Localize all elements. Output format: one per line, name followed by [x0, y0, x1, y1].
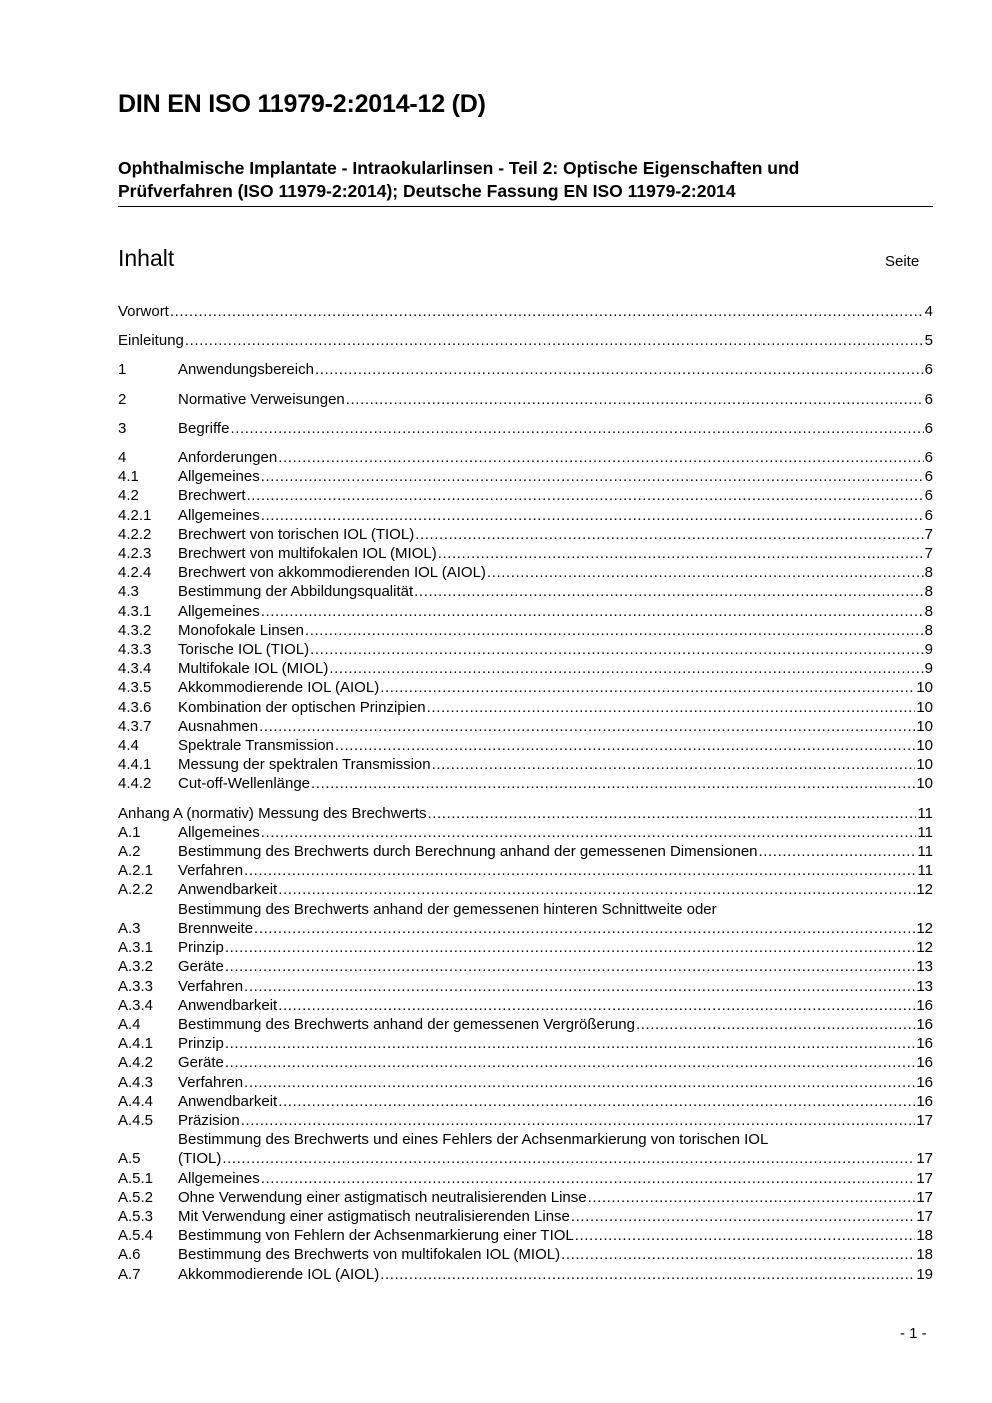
dot-leader: [636, 1015, 915, 1034]
toc-entry-number: A.5.4: [118, 1227, 154, 1245]
toc-entry-page: 6: [924, 449, 933, 467]
dot-leader: [414, 582, 924, 601]
dot-leader: [244, 977, 915, 996]
dot-leader: [278, 996, 915, 1015]
toc-entry[interactable]: [118, 804, 933, 823]
table-of-contents: [118, 302, 933, 1284]
toc-entry-title: Bestimmung des Brechwerts anhand der gemessenen Vergrößerung: [178, 1015, 635, 1033]
toc-entry-page: 6: [924, 487, 933, 505]
toc-entry-page: 11: [917, 804, 933, 822]
toc-entry-number: 4.3.4: [118, 660, 152, 678]
toc-entry-page: 8: [924, 602, 933, 620]
toc-entry-page: 7: [924, 525, 933, 543]
toc-entry-number: A.4.5: [118, 1111, 154, 1129]
toc-heading: Inhalt: [118, 245, 175, 271]
toc-entry-number: A.3: [118, 919, 141, 937]
toc-entry-page: 6: [924, 361, 933, 379]
toc-entry-title: Cut-off-Wellenlänge: [178, 775, 311, 793]
toc-entry-title: Torische IOL (TIOL): [178, 641, 310, 659]
toc-entry[interactable]: [118, 302, 933, 321]
toc-entry-page: 10: [916, 756, 933, 774]
toc-entry-title: Bestimmung des Brechwerts anhand der gemessenen hinteren Schnittweite oder: [178, 900, 717, 918]
toc-entry-number: 4.3.3: [118, 641, 152, 659]
toc-entry-title: Kombination der optischen Prinzipien: [178, 698, 426, 716]
toc-entry-page: 19: [916, 1265, 933, 1283]
toc-entry[interactable]: [118, 938, 933, 957]
toc-entry-page: 17: [916, 1111, 933, 1129]
toc-entry-page: 12: [916, 939, 933, 957]
toc-entry-title: Allgemeines: [178, 506, 260, 524]
toc-entry-page: 12: [916, 919, 933, 937]
toc-entry-title-continued: (TIOL): [178, 1150, 222, 1168]
toc-entry[interactable]: [118, 582, 933, 601]
dot-leader: [315, 360, 924, 379]
toc-entry-page: 17: [916, 1150, 933, 1168]
toc-entry-number: A.3.3: [118, 977, 154, 995]
toc-entry-number: A.5: [118, 1150, 141, 1168]
toc-entry-title: Allgemeines: [178, 1169, 260, 1187]
dot-leader: [380, 1265, 915, 1284]
toc-entry[interactable]: [118, 1092, 933, 1111]
toc-entry-page: 9: [924, 641, 933, 659]
dot-leader: [305, 621, 924, 640]
toc-entry-number: A.3.4: [118, 996, 154, 1014]
toc-entry-number: A.5.1: [118, 1169, 154, 1187]
toc-entry-number: A.6: [118, 1246, 141, 1264]
toc-entry-title: Bestimmung von Fehlern der Achsenmarkierung einer TIOL: [178, 1227, 574, 1245]
toc-entry-title: Geräte: [178, 1054, 224, 1072]
toc-entry-number: A.3.1: [118, 939, 154, 957]
dot-leader: [222, 1149, 915, 1168]
toc-entry-number: 4.3.2: [118, 621, 152, 639]
dot-leader: [241, 1111, 916, 1130]
toc-entry-number: A.4.1: [118, 1035, 154, 1053]
toc-entry-number: A.3.2: [118, 958, 154, 976]
toc-entry[interactable]: [118, 467, 933, 486]
toc-entry[interactable]: [118, 563, 933, 582]
toc-entry[interactable]: [118, 1226, 933, 1245]
toc-entry-number: 4.2.4: [118, 564, 152, 582]
toc-entry-title: Spektrale Transmission: [178, 737, 334, 755]
toc-entry-number: 4.3.7: [118, 717, 152, 735]
toc-entry-number: 4.3.1: [118, 602, 152, 620]
toc-entry-title: Ausnahmen: [178, 717, 259, 735]
toc-entry[interactable]: [118, 640, 933, 659]
toc-entry-page: 17: [916, 1169, 933, 1187]
dot-leader: [432, 755, 916, 774]
toc-entry-number: A.5.2: [118, 1188, 154, 1206]
toc-entry[interactable]: [118, 678, 933, 697]
toc-entry[interactable]: [118, 755, 933, 774]
toc-entry-page: 16: [916, 1054, 933, 1072]
toc-entry[interactable]: [118, 957, 933, 976]
toc-entry[interactable]: [118, 1053, 933, 1072]
toc-entry-title: Anwendungsbereich: [178, 361, 314, 379]
toc-entry[interactable]: [118, 1073, 933, 1092]
toc-entry-number: 4.2.3: [118, 545, 152, 563]
toc-entry-title: Präzision: [178, 1111, 240, 1129]
toc-entry-page: 18: [916, 1227, 933, 1245]
toc-entry-title: Anforderungen: [178, 449, 278, 467]
toc-entry-title: Verfahren: [178, 1073, 244, 1091]
toc-entry-number: 4.2: [118, 487, 139, 505]
toc-entry-number: 4.2.2: [118, 525, 152, 543]
dot-leader: [230, 419, 923, 438]
toc-entry-title: Brechwert von torischen IOL (TIOL): [178, 525, 415, 543]
dot-leader: [561, 1245, 915, 1264]
toc-entry-page: 6: [924, 419, 933, 437]
toc-entry-title: Multifokale IOL (MIOL): [178, 660, 329, 678]
toc-entry-title: Normative Verweisungen: [178, 390, 345, 408]
toc-entry-number: 4.4: [118, 737, 139, 755]
dot-leader: [329, 659, 923, 678]
toc-entry[interactable]: [118, 1111, 933, 1130]
toc-entry-title-continued: Brennweite: [178, 919, 254, 937]
toc-entry-page: 8: [924, 564, 933, 582]
toc-entry-page: 4: [924, 303, 933, 320]
toc-entry-title: Geräte: [178, 958, 224, 976]
toc-entry[interactable]: [118, 977, 933, 996]
dot-leader: [261, 823, 917, 842]
toc-entry[interactable]: [118, 900, 933, 938]
page-column-label: Seite: [885, 253, 920, 270]
toc-entry-page: 13: [916, 977, 933, 995]
toc-entry-page: 10: [916, 698, 933, 716]
toc-entry-page: 11: [917, 862, 933, 880]
toc-entry-number: 4.4.1: [118, 756, 152, 774]
toc-entry-page: 17: [916, 1207, 933, 1225]
toc-entry[interactable]: [118, 1015, 933, 1034]
dot-leader: [259, 717, 915, 736]
dot-leader: [346, 390, 924, 409]
toc-entry-number: 4.3.5: [118, 679, 152, 697]
dot-leader: [427, 698, 916, 717]
toc-entry-title: Prinzip: [178, 939, 224, 957]
dot-leader: [588, 1188, 916, 1207]
dot-leader: [244, 861, 916, 880]
toc-entry[interactable]: [118, 448, 933, 467]
toc-entry[interactable]: [118, 602, 933, 621]
toc-entry[interactable]: [118, 1169, 933, 1188]
dot-leader: [261, 467, 924, 486]
toc-entry[interactable]: [118, 1265, 933, 1284]
toc-entry-number: 4.4.2: [118, 775, 152, 793]
toc-entry-title: Brechwert: [178, 487, 246, 505]
toc-entry-title: Bestimmung des Brechwerts von multifokalen IOL (MIOL): [178, 1246, 561, 1264]
dot-leader: [185, 331, 924, 350]
toc-entry-title: Verfahren: [178, 862, 244, 880]
toc-entry-page: 16: [916, 1035, 933, 1053]
subtitle-line-1: Ophthalmische Implantate - Intraokularlinsen - Teil 2: Optische Eigenschaften und: [118, 158, 800, 178]
toc-entry[interactable]: [118, 1130, 933, 1168]
toc-entry-title: Verfahren: [178, 977, 244, 995]
toc-entry-title: Allgemeines: [178, 468, 260, 486]
toc-entry[interactable]: [118, 659, 933, 678]
toc-entry-title: Anwendbarkeit: [178, 996, 278, 1014]
dot-leader: [278, 1092, 915, 1111]
toc-entry[interactable]: [118, 717, 933, 736]
dot-leader: [225, 938, 915, 957]
toc-entry-title: Prinzip: [178, 1035, 224, 1053]
dot-leader: [225, 957, 915, 976]
toc-entry-page: 10: [916, 775, 933, 793]
toc-entry[interactable]: [118, 880, 933, 899]
document-subtitle: [118, 157, 938, 203]
toc-entry-title: Bestimmung der Abbildungsqualität: [178, 583, 414, 601]
dot-leader: [380, 678, 915, 697]
toc-entry-title: Allgemeines: [178, 602, 260, 620]
dot-leader: [261, 506, 924, 525]
toc-entry-page: 6: [924, 390, 933, 408]
toc-entry-number: A.5.3: [118, 1207, 154, 1225]
toc-entry-number: 4.3: [118, 583, 139, 601]
toc-entry-title: Anwendbarkeit: [178, 1092, 278, 1110]
dot-leader: [571, 1207, 915, 1226]
toc-entry-number: A.4.3: [118, 1073, 154, 1091]
toc-entry[interactable]: [118, 360, 933, 379]
dot-leader: [335, 736, 915, 755]
toc-entry-page: 11: [917, 823, 933, 841]
dot-leader: [247, 486, 924, 505]
dot-leader: [427, 804, 916, 823]
toc-entry[interactable]: [118, 544, 933, 563]
dot-leader: [311, 774, 915, 793]
toc-entry-page: 9: [924, 660, 933, 678]
toc-entry[interactable]: [118, 419, 933, 438]
toc-entry-page: 10: [916, 717, 933, 735]
page-number: - 1 -: [900, 1325, 927, 1342]
toc-entry-title: Bestimmung des Brechwerts durch Berechnung anhand der gemessenen Dimensionen: [178, 843, 758, 861]
dot-leader: [310, 640, 924, 659]
toc-entry-number: A.2.1: [118, 862, 154, 880]
dot-leader: [261, 1169, 916, 1188]
toc-entry-number: A.4: [118, 1015, 141, 1033]
toc-entry-page: 7: [924, 545, 933, 563]
toc-entry-number: A.2: [118, 843, 141, 861]
dot-leader: [278, 880, 915, 899]
dot-leader: [759, 842, 917, 861]
toc-entry-page: 17: [916, 1188, 933, 1206]
toc-entry-page: 5: [924, 332, 933, 350]
dot-leader: [415, 525, 923, 544]
dot-leader: [244, 1073, 915, 1092]
toc-entry[interactable]: [118, 1188, 933, 1207]
toc-entry-page: 16: [916, 1092, 933, 1110]
toc-entry-title: Mit Verwendung einer astigmatisch neutralisierenden Linse: [178, 1207, 570, 1225]
subtitle-line-2: Prüfverfahren (ISO 11979-2:2014); Deutsche Fassung EN ISO 11979-2:2014: [118, 181, 736, 201]
toc-entry[interactable]: [118, 996, 933, 1015]
dot-leader: [438, 544, 924, 563]
toc-entry[interactable]: [118, 774, 933, 793]
toc-entry-page: 6: [924, 468, 933, 486]
toc-entry-page: 16: [916, 1073, 933, 1091]
toc-entry-title: Ohne Verwendung einer astigmatisch neutralisierenden Linse: [178, 1188, 587, 1206]
header-divider: [118, 206, 933, 207]
dot-leader: [225, 1053, 915, 1072]
toc-entry-number: A.2.2: [118, 881, 154, 899]
toc-entry-title: Einleitung: [118, 332, 184, 350]
toc-entry[interactable]: [118, 823, 933, 842]
toc-entry-title: Brechwert von multifokalen IOL (MIOL): [178, 545, 437, 563]
toc-entry-page: 12: [916, 881, 933, 899]
dot-leader: [225, 1034, 915, 1053]
dot-leader: [487, 563, 924, 582]
toc-entry[interactable]: [118, 506, 933, 525]
toc-entry-title: Messung der spektralen Transmission: [178, 756, 431, 774]
toc-entry-number: 2: [118, 390, 127, 408]
toc-entry[interactable]: [118, 698, 933, 717]
toc-entry-number: 1: [118, 361, 127, 379]
toc-entry-title: Bestimmung des Brechwerts und eines Fehlers der Achsenmarkierung von torischen IOL: [178, 1131, 769, 1149]
toc-entry[interactable]: [118, 861, 933, 880]
toc-entry-number: A.4.2: [118, 1054, 154, 1072]
toc-entry[interactable]: [118, 390, 933, 409]
toc-entry[interactable]: [118, 486, 933, 505]
dot-leader: [575, 1226, 916, 1245]
toc-entry[interactable]: [118, 1034, 933, 1053]
toc-entry-page: 18: [916, 1246, 933, 1264]
toc-entry-number: A.7: [118, 1265, 141, 1283]
toc-entry[interactable]: [118, 1245, 933, 1264]
toc-entry-number: 4: [118, 449, 127, 467]
toc-entry-number: A.1: [118, 823, 141, 841]
toc-entry[interactable]: [118, 736, 933, 755]
toc-entry-page: 11: [917, 843, 933, 861]
toc-entry-page: 10: [916, 737, 933, 755]
dot-leader: [278, 448, 923, 467]
toc-entry-number: A.4.4: [118, 1092, 154, 1110]
toc-entry-page: 16: [916, 1015, 933, 1033]
toc-entry-title: Anwendbarkeit: [178, 881, 278, 899]
toc-entry-title: Monofokale Linsen: [178, 621, 304, 639]
dot-leader: [261, 602, 924, 621]
toc-entry-title: Akkommodierende IOL (AIOL): [178, 1265, 380, 1283]
toc-entry-title: Begriffe: [178, 419, 230, 437]
toc-entry[interactable]: [118, 525, 933, 544]
toc-entry-title: Vorwort: [118, 303, 169, 320]
toc-entry-title: Anhang A (normativ) Messung des Brechwerts: [118, 804, 427, 822]
toc-entry[interactable]: [118, 842, 933, 861]
toc-entry[interactable]: [118, 621, 933, 640]
dot-leader: [254, 919, 915, 938]
toc-entry-page: 8: [924, 583, 933, 601]
toc-entry-page: 13: [916, 958, 933, 976]
toc-entry-page: 6: [924, 506, 933, 524]
toc-entry[interactable]: [118, 331, 933, 350]
toc-entry-title: Akkommodierende IOL (AIOL): [178, 679, 380, 697]
toc-entry-number: 4.1: [118, 468, 139, 486]
dot-leader: [170, 302, 924, 321]
toc-entry-title: Allgemeines: [178, 823, 260, 841]
toc-entry-page: 8: [924, 621, 933, 639]
toc-entry-title: Brechwert von akkommodierenden IOL (AIOL): [178, 564, 486, 582]
toc-entry-number: 4.3.6: [118, 698, 152, 716]
toc-entry-page: 16: [916, 996, 933, 1014]
toc-entry-number: 3: [118, 419, 127, 437]
document-title: DIN EN ISO 11979-2:2014-12 (D): [118, 90, 486, 118]
toc-entry[interactable]: [118, 1207, 933, 1226]
toc-entry-page: 10: [916, 679, 933, 697]
toc-entry-number: 4.2.1: [118, 506, 152, 524]
